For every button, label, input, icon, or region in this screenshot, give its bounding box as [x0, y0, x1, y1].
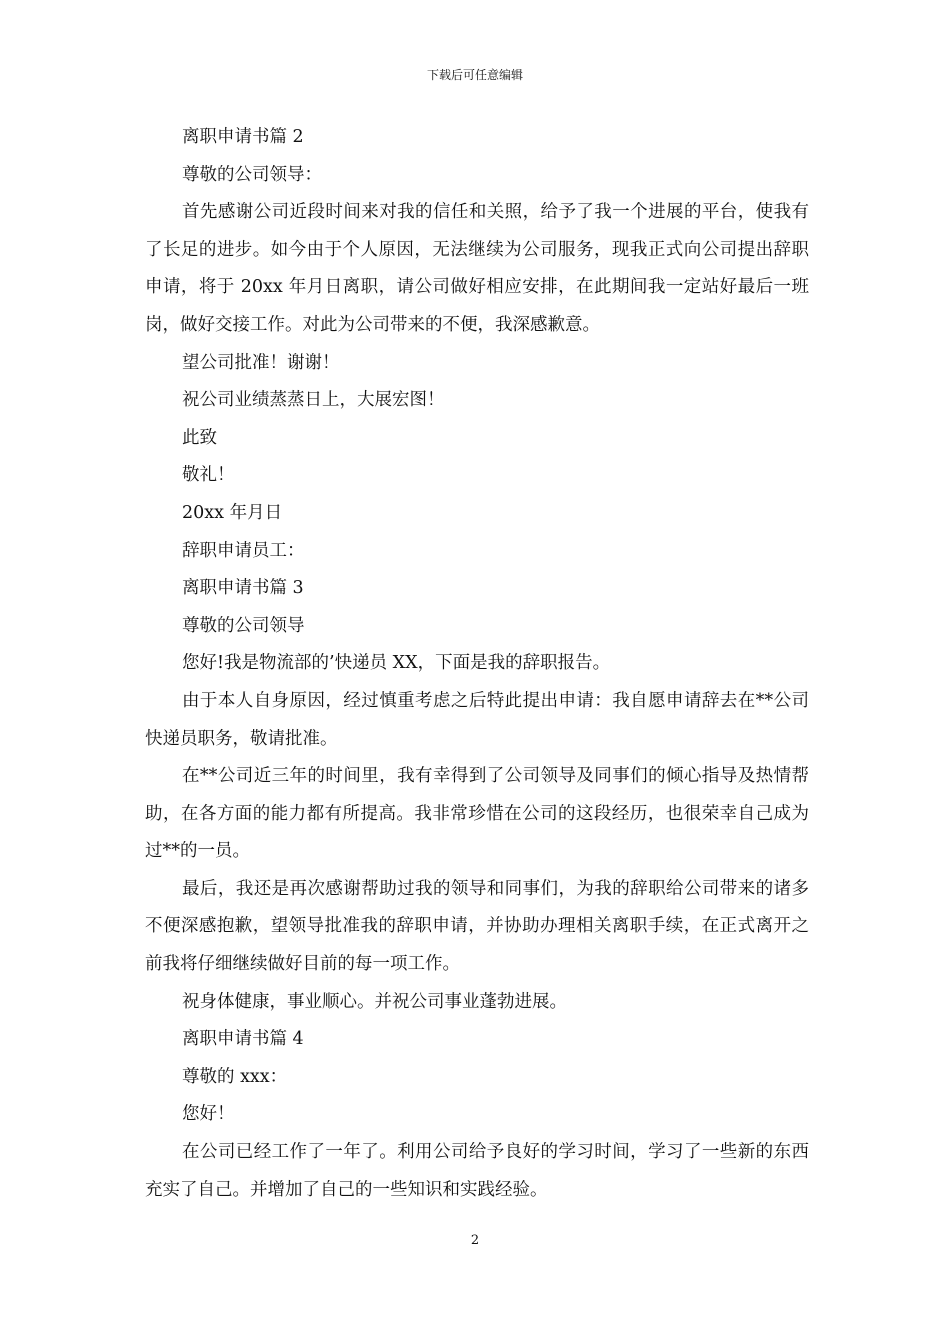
document-body [145, 119, 809, 1209]
body-paragraph: 由于本人自身原因，经过慎重考虑之后特此提出申请：我自愿申请辞去在**公司快递员职务，敬请批准。 [145, 690, 809, 749]
closing-line: 敬礼！ [182, 465, 235, 486]
body-paragraph: 首先感谢公司近段时间来对我的信任和关照，给予了我一个进展的平台，使我有了长足的进步。如今由于个人原因，无法继续为公司服务，现我正式向公司提出辞职申请，将于 20xx 年月日离职，请公司做好相应安排，在此期间我一定站好最后一班岗，做好交接工作。对此为公司带来的不便，我深感歉意。 [145, 202, 809, 335]
salutation: 尊敬的公司领导： [182, 164, 322, 185]
body-paragraph: 在公司已经工作了一年了。利用公司给予良好的学习时间，学习了一些新的东西充实了自己。并增加了自己的一些知识和实践经验。 [145, 1142, 809, 1200]
body-paragraph: 祝公司业绩蒸蒸日上，大展宏图！ [182, 390, 445, 411]
section-title: 离职申请书篇 4 [182, 1029, 304, 1050]
greeting: 您好！ [182, 1104, 235, 1125]
body-paragraph: 祝身体健康，事业顺心。并祝公司事业蓬勃进展。 [182, 991, 567, 1012]
body-paragraph: 您好!我是物流部的’快递员 XX，下面是我的辞职报告。 [182, 653, 611, 674]
body-paragraph: 望公司批准！谢谢！ [182, 352, 340, 373]
page-number: 2 [470, 1233, 480, 1248]
section-title: 离职申请书篇 2 [182, 127, 304, 147]
section-title: 离职申请书篇 3 [182, 578, 304, 599]
salutation: 尊敬的公司领导 [182, 615, 305, 636]
date-line: 20xx 年月日 [182, 502, 283, 523]
body-paragraph: 最后，我还是再次感谢帮助过我的领导和同事们，为我的辞职给公司带来的诸多不便深感抱歉，望领导批准我的辞职申请，并协助办理相关离职手续，在正式离开之前我将仔细继续做好目前的每一项工作。 [145, 878, 809, 975]
salutation: 尊敬的 xxx： [182, 1066, 288, 1087]
body-paragraph: 在**公司近三年的时间里，我有幸得到了公司领导及同事们的倾心指导及热情帮助，在各方面的能力都有所提高。我非常珍惜在公司的这段经历，也很荣幸自己成为过**的一员。 [145, 766, 809, 862]
signature-line: 辞职申请员工： [182, 540, 305, 561]
closing-line: 此致 [182, 427, 217, 448]
page-header: 下载后可任意编辑 [426, 68, 523, 82]
